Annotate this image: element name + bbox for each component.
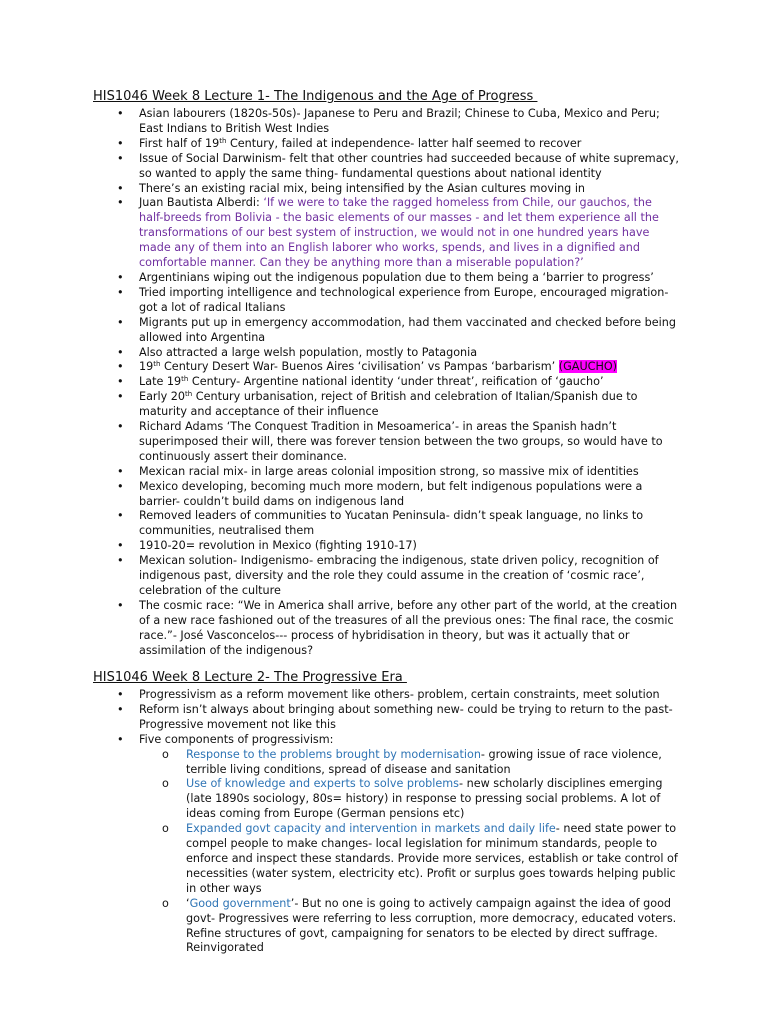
lecture-2-bullet-list: [139, 688, 679, 956]
gaucho-highlight: (GAUCHO): [558, 360, 618, 374]
list-item: • Also attracted a large welsh population, mostly to Patagonia: [139, 346, 679, 361]
sub-list-item: o ‘Good government’- But no one is going to actively campaign against the idea of good govt- Progressives were referring to less corruption, more democracy, educated voters. Refine structures of govt, campaigning for senators to be elected by direct suffrage. Reinvigorated: [186, 897, 679, 957]
progressivism-components-list: [186, 748, 679, 957]
list-item: • Progressivism as a reform movement like others- problem, certain constraints, meet solution: [139, 688, 679, 703]
list-item: • Migrants put up in emergency accommodation, had them vaccinated and checked before being allowed into Argentina: [139, 316, 679, 346]
list-item: • Issue of Social Darwinism- felt that other countries had succeeded because of white supremacy, so wanted to apply the same thing- fundamental questions about national identity: [139, 152, 679, 182]
lecture-2-heading: HIS1046 Week 8 Lecture 2- The Progressive Era: [93, 670, 407, 685]
sub-list-item: o Use of knowledge and experts to solve problems- new scholarly disciplines emerging (late 1890s sociology, 80s= history) in response to pressing social problems. A lot of ideas coming from Europe (German pensions etc): [186, 777, 679, 822]
list-item: • Five components of progressivism: o Response to the problems brought by modernisation- growing issue of race violence, terrible living conditions, spread of disease and sanitation o Use of knowledge and experts to solve problems- new scholarly disciplines emerging (late 1890s sociology, 80s= history) in response to pressing social problems. A lot of ideas coming from Europe (German pensions etc) o Expanded govt capacity and intervention in markets and daily life- need state power to compel people to make changes- local legislation for minimum standards, people to enforce and inspect these standards. Provide more services, establish or take control of necessities (water system, electricity etc). Profit or surplus goes towards helping public in other ways o ‘Good government’- But no one is going to actively campaign against the idea of good govt- Progressives were referring to less corruption, more democracy, educated voters. Refine structures of govt, campaigning for senators to be elected by direct suffrage. Reinvigorated: [139, 733, 679, 957]
alberdi-quote: ‘If we were to take the ragged homeless from Chile, our gauchos, the half-breeds from Bolivia - the basic elements of our masses - and let them experience all the transformations of our best system of instruction, we would not in one hundred years have made any of them into an English laborer who works, spends, and lives in a dignified and comfortable manner. Can they be anything more than a miserable population?’: [139, 196, 659, 270]
sub-list-item: o Response to the problems brought by modernisation- growing issue of race violence, terrible living conditions, spread of disease and sanitation: [186, 748, 679, 778]
list-item: • Mexican racial mix- in large areas colonial imposition strong, so massive mix of identities: [139, 465, 679, 480]
list-item: • Mexico developing, becoming much more modern, but felt indigenous populations were a barrier- couldn’t build dams on indigenous land: [139, 480, 679, 510]
list-item: • Asian labourers (1820s-50s)- Japanese to Peru and Brazil; Chinese to Cuba, Mexico and Peru; East Indians to British West Indies: [139, 107, 679, 137]
sub-list-item: o Expanded govt capacity and intervention in markets and daily life- need state power to compel people to make changes- local legislation for minimum standards, people to enforce and inspect these standards. Provide more services, establish or take control of necessities (water system, electricity etc). Profit or surplus goes towards helping public in other ways: [186, 822, 679, 897]
lecture-1-bullet-list: [139, 107, 679, 659]
list-item: • There’s an existing racial mix, being intensified by the Asian cultures moving in: [139, 182, 679, 197]
list-item: • 1910-20= revolution in Mexico (fighting 1910-17): [139, 539, 679, 554]
list-item: • The cosmic race: “We in America shall arrive, before any other part of the world, at the creation of a new race fashioned out of the treasures of all the previous ones: The final race, the cosmic race.”- José Vasconcelos--- process of hybridisation in theory, but was it actually that or assimilation of the indigenous?: [139, 599, 679, 659]
list-item: • Late 19th Century- Argentine national identity ‘under threat’, reification of ‘gaucho’: [139, 375, 679, 390]
list-item: • Early 20th Century urbanisation, reject of British and celebration of Italian/Spanish due to maturity and acceptance of their influence: [139, 390, 679, 420]
list-item: • First half of 19th Century, failed at independence- latter half seemed to recover: [139, 137, 679, 152]
list-item: • Reform isn’t always about bringing about something new- could be trying to return to the past- Progressive movement not like this: [139, 703, 679, 733]
list-item: • Tried importing intelligence and technological experience from Europe, encouraged migration- got a lot of radical Italians: [139, 286, 679, 316]
list-item: • Argentinians wiping out the indigenous population due to them being a ‘barrier to progress’: [139, 271, 679, 286]
list-item: • Mexican solution- Indigenismo- embracing the indigenous, state driven policy, recognition of indigenous past, diversity and the role they could assume in the creation of ‘cosmic race’, celebration of the culture: [139, 554, 679, 599]
list-item: • Richard Adams ‘The Conquest Tradition in Mesoamerica’- in areas the Spanish hadn’t superimposed their will, there was forever tension between the two groups, so would have to continuously assert their dominance.: [139, 420, 679, 465]
lecture-1-heading: HIS1046 Week 8 Lecture 1- The Indigenous and the Age of Progress: [93, 89, 538, 104]
list-item: • 19th Century Desert War- Buenos Aires ‘civilisation’ vs Pampas ‘barbarism’ (GAUCHO): [139, 360, 679, 375]
list-item: • Removed leaders of communities to Yucatan Peninsula- didn’t speak language, no links to communities, neutralised them: [139, 509, 679, 539]
list-item: • Juan Bautista Alberdi: ‘If we were to take the ragged homeless from Chile, our gauchos, the half-breeds from Bolivia - the basic elements of our masses - and let them experience all the transformations of our best system of instruction, we would not in one hundred years have made any of them into an English laborer who works, spends, and lives in a dignified and comfortable manner. Can they be anything more than a miserable population?’: [139, 196, 679, 271]
